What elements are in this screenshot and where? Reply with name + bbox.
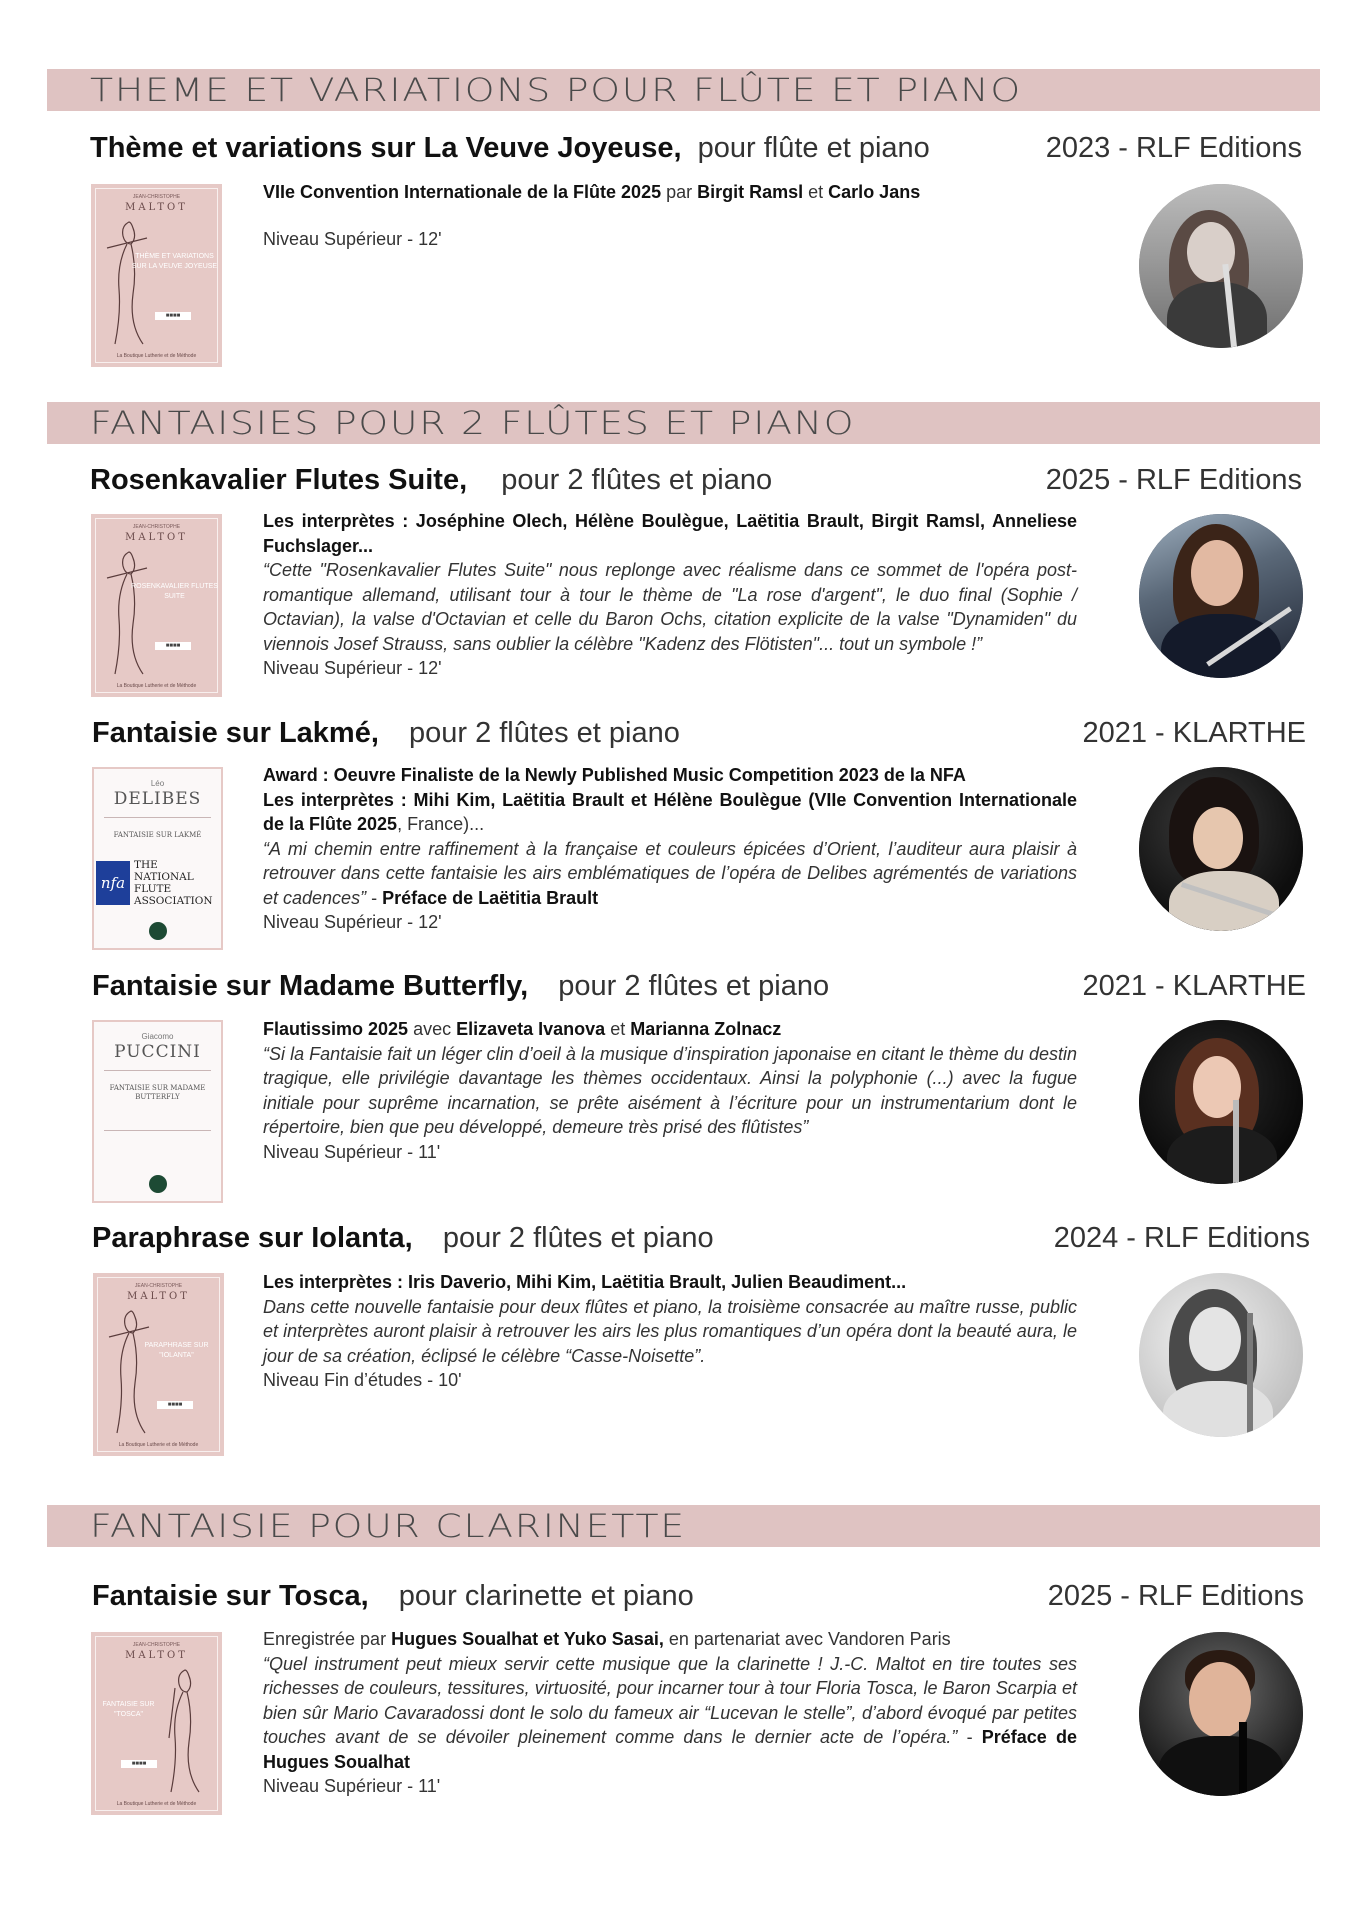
section-title: THEME ET VARIATIONS POUR FLÛTE ET PIANO (90, 71, 1022, 109)
section-title: FANTAISIES POUR 2 FLÛTES ET PIANO (90, 404, 856, 442)
work-heading (92, 1220, 714, 1256)
quote: “Cette "Rosenkavalier Flutes Suite" nous replonge avec réalisme dans ce sommet de l'opéra post-romantique allemand, utilisant tour à tour le thème de "La rose d'argent", le duo final (Sophie / Octavian), la valse d'Octavian et celle du Baron Ochs, citation explicite de la valse "Dynamiden" du viennois Josef Strauss, sans oublier la célèbre "Kadenz des Flötisten"... tout un symbole !” (263, 560, 1077, 654)
flutist-portrait-icon (1139, 184, 1303, 348)
work-publisher: 2021 - KLARTHE (1082, 970, 1306, 1002)
klarthe-logo-icon (149, 1175, 167, 1193)
nfa-logo-icon: nfa THE NATIONAL FLUTE ASSOCIATION (94, 859, 223, 909)
work-description: Award : Oeuvre Finaliste de la Newly Published Music Competition 2023 de la NFA Les interprètes : Mihi Kim, Laëtitia Brault et Hélène Boulègue (VIIe Convention Internationale de la Flûte 2025, France)... “A mi chemin entre raffinement à la française et couleurs épicées d’Orient, l’auditeur aura plaisir à retrouver dans cette fantaisie les airs emblématiques de l’opéra de Delibes agrémentés de variations et cadences” - Préface de Laëtitia Brault Niveau Supérieur - 12' (263, 763, 1077, 935)
performers: Les interprètes : Joséphine Olech, Hélène Boulègue, Laëtitia Brault, Birgit Ramsl, Anneliese Fuchslager... (263, 511, 1077, 556)
flutist-drawing-icon (99, 214, 159, 354)
flutist-portrait-icon (1139, 767, 1303, 931)
flutist-drawing-icon (101, 1303, 161, 1443)
work-description: Enregistrée par Hugues Soualhat et Yuko Sasai, en partenariat avec Vandoren Paris “Quel instrument peut mieux servir cette musique que la clarinette ! J.-C. Maltot en tire toutes ses richesses de couleurs, tessitures, virtuosité, pour incarner tour à tour Floria Tosca, le Baron Scarpia et bien sûr Mario Cavaradossi dont le solo du fameux air “Lucevan le stelle”, d’abord évoqué par petites touches avant de se dévoiler pleinement comme dans le dernier acte de l’opéra.” - Préface de Hugues Soualhat Niveau Supérieur - 11' (263, 1627, 1077, 1799)
section-band (47, 402, 1320, 444)
work-title: Rosenkavalier Flutes Suite, (90, 464, 468, 496)
work-description (263, 509, 1077, 681)
work-publisher: 2024 - RLF Editions (1053, 1222, 1310, 1254)
quote: “Quel instrument peut mieux servir cette musique que la clarinette ! J.-C. Maltot en tire toutes ses richesses de couleurs, tessitures, virtuosité, pour incarner tour à tour Floria Tosca, le Baron Scarpia et bien sûr Mario Cavaradossi dont le solo du fameux air “Lucevan le stelle”, d’abord évoqué par petites touches avant de se dévoiler pleinement comme dans le dernier acte de l’opéra.” (263, 1653, 1077, 1747)
work-instrumentation: pour 2 flûtes et piano (442, 1222, 714, 1254)
work-instrumentation: pour flûte et piano (697, 132, 930, 164)
work-publisher: 2023 - RLF Editions (1045, 132, 1302, 164)
klarthe-logo-icon (149, 922, 167, 940)
work-instrumentation: pour 2 flûtes et piano (558, 970, 830, 1002)
score-cover: JEAN-CHRISTOPHE MALTOT PARAPHRASE SUR "IOLANTA" ■■■■ La Boutique Lutherie et de Méthode (93, 1273, 224, 1456)
work-title: Fantaisie sur Tosca, (92, 1580, 369, 1612)
work-level: Niveau Supérieur - 11' (263, 1776, 441, 1796)
quote: “Si la Fantaisie fait un léger clin d’oeil à la musique d’inspiration japonaise en citant le thème du destin tragique, elle privilégie davantage les thèmes occidentaux. Ainsi la polyphonie (...) avec la fugue initiale pour suprême incarnation, se prête aisément à l’écriture pour un instrumentarium dont le répertoire, bien que peu développé, demeure très prisé des flûtistes” (263, 1043, 1077, 1137)
flutist-drawing-icon (99, 544, 159, 684)
clarinettist-portrait-icon (1139, 1632, 1303, 1796)
clarinettist-drawing-icon (155, 1662, 215, 1802)
work-publisher: 2025 - RLF Editions (1045, 464, 1302, 496)
quote: Dans cette nouvelle fantaisie pour deux flûtes et piano, la troisième consacrée au maître russe, public et interprètes auront plaisir à retrouver les airs les plus romantiques d’un opéra dont la beauté aura, le jour de sa création, éclipsé le célèbre “Casse-Noisette”. (263, 1296, 1077, 1366)
performers: Les interprètes : Mihi Kim, Laëtitia Brault et Hélène Boulègue (VIIe Convention Internationale de la Flûte 2025 (263, 789, 1077, 834)
work-title: Paraphrase sur Iolanta, (92, 1222, 413, 1254)
work-heading (92, 1578, 694, 1614)
work-heading (90, 130, 930, 166)
work-description: Flautissimo 2025 avec Elizaveta Ivanova et Marianna Zolnacz “Si la Fantaisie fait un léger clin d’oeil à la musique d’inspiration japonaise en citant le thème du destin tragique, elle privilégie davantage les thèmes occidentaux. Ainsi la polyphonie (...) avec la fugue initiale pour suprême incarnation, se prête aisément à l’écriture pour un instrumentarium dont le répertoire, bien que peu développé, demeure très prisé des flûtistes” Niveau Supérieur - 11' (263, 1017, 1077, 1164)
section-title: FANTAISIE POUR CLARINETTE (90, 1507, 686, 1545)
work-publisher: 2021 - KLARTHE (1082, 717, 1306, 749)
work-title: Fantaisie sur Madame Butterfly, (92, 970, 529, 1002)
score-cover: JEAN-CHRISTOPHE MALTOT ROSENKAVALIER FLUTES SUITE ■■■■ La Boutique Lutherie et de Méthode (91, 514, 222, 697)
work-level: Niveau Supérieur - 12' (263, 912, 442, 932)
work-level: Niveau Supérieur - 12' (263, 658, 442, 678)
flutist-portrait-icon (1139, 1273, 1303, 1437)
flutist-portrait-icon (1139, 514, 1303, 678)
work-heading (92, 715, 680, 751)
work-description (263, 1270, 1077, 1393)
score-cover: JEAN-CHRISTOPHE MALTOT THÈME ET VARIATIONS SUR LA VEUVE JOYEUSE ■■■■ La Boutique Lutherie et de Méthode (91, 184, 222, 367)
work-instrumentation: pour 2 flûtes et piano (408, 717, 680, 749)
performers: Les interprètes : Iris Daverio, Mihi Kim, Laëtitia Brault, Julien Beaudiment... (263, 1272, 907, 1292)
section-band (47, 69, 1320, 111)
work-instrumentation: pour 2 flûtes et piano (501, 464, 773, 496)
score-cover: Léo DELIBES FANTAISIE SUR LAKMÉ nfa THE NATIONAL FLUTE ASSOCIATION (92, 767, 223, 950)
work-title: Thème et variations sur La Veuve Joyeuse, (90, 132, 682, 164)
work-instrumentation: pour clarinette et piano (398, 1580, 694, 1612)
work-heading (92, 968, 829, 1004)
section-band (47, 1505, 1320, 1547)
flutist-portrait-icon (1139, 1020, 1303, 1184)
work-title: Fantaisie sur Lakmé, (92, 717, 379, 749)
score-cover: JEAN-CHRISTOPHE MALTOT FANTAISIE SUR "TOSCA" ■■■■ La Boutique Lutherie et de Méthode (91, 1632, 222, 1815)
quote: “A mi chemin entre raffinement à la française et couleurs épicées d’Orient, l’auditeur aura plaisir à retrouver dans cette fantaisie les airs emblématiques de l’opéra de Delibes agrémentés de variations et cadences” (263, 838, 1077, 908)
score-cover: Giacomo PUCCINI FANTAISIE SUR MADAME BUTTERFLY (92, 1020, 223, 1203)
work-publisher: 2025 - RLF Editions (1047, 1580, 1304, 1612)
preface: Préface de Laëtitia Brault (382, 887, 599, 908)
work-heading (90, 462, 772, 498)
preface: Préface de Hugues Soualhat (263, 1727, 1077, 1772)
award: Award : Oeuvre Finaliste de la Newly Published Music Competition 2023 de la NFA (263, 765, 966, 785)
work-level: Niveau Fin d’études - 10' (263, 1370, 462, 1390)
work-level: Niveau Supérieur - 12' (263, 228, 442, 249)
work-description: VIIe Convention Internationale de la Flûte 2025 par Birgit Ramsl et Carlo Jans Niveau Supérieur - 12' (263, 180, 1077, 251)
work-level: Niveau Supérieur - 11' (263, 1141, 441, 1162)
